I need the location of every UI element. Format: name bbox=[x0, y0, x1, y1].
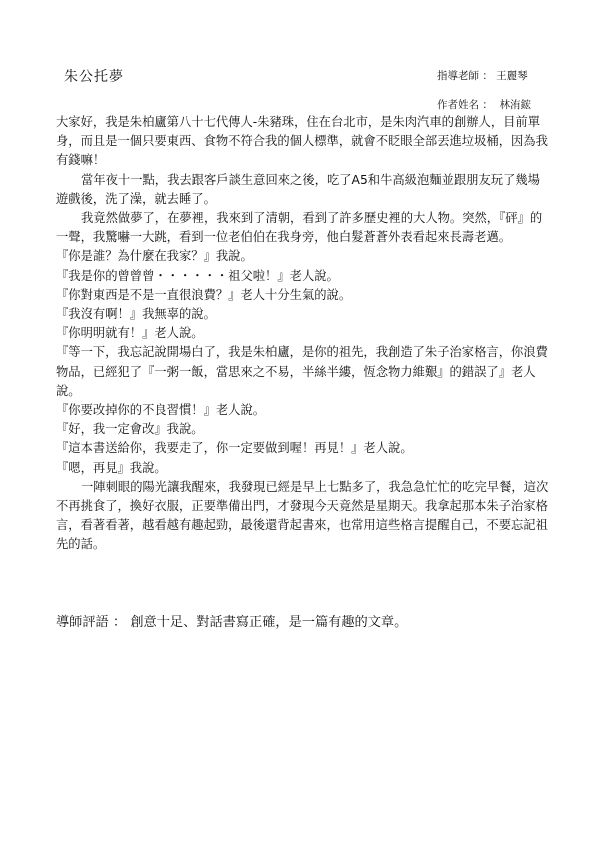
paragraph-intro: 大家好，我是朱柏廬第八十七代傳人-朱豬珠，住在台北市，是朱肉汽車的創辦人，目前單身，而且是一個只要東西、食物不符合我的個人標準，就會不眨眼全部丟進垃圾桶，因為我有錢嘛！ bbox=[56, 115, 548, 168]
dialogue-line: 『這本書送給你，我要走了，你一定要做到喔！再見！』老人說。 bbox=[56, 441, 413, 456]
teacher-comment: 導師評語 ： 創意十足、對話書寫正確，是一篇有趣的文章。 bbox=[56, 615, 408, 630]
dialogue-line: 『你是誰？為什麼在我家？』我說。 bbox=[56, 249, 253, 264]
essay-title: 朱公托夢 bbox=[64, 69, 124, 85]
essay-body bbox=[56, 113, 550, 555]
paragraph-night: 當年夜十一點，我去跟客戶談生意回來之後，吃了A5和牛高級泡麵並跟朋友玩了幾場遊戲後，洗了澡，就去睡了。 bbox=[56, 172, 540, 206]
dialogue-line: 『你明明就有！』老人說。 bbox=[56, 326, 204, 341]
author-line: 作者姓名 ： 林洧鋐 bbox=[437, 99, 532, 111]
dialogue-line: 『好，我一定會改』我說。 bbox=[56, 422, 204, 437]
advisor-line: 指導老師 ： 王麗琴 bbox=[437, 70, 528, 82]
paragraph-ending: 一陣刺眼的陽光讓我醒來，我發現已經是早上七點多了，我急急忙忙的吃完早餐，這次不再挑食了，換好衣服，正要準備出門，才發現今天竟然是星期天。我拿起那本朱子治家格言，看著看著，越看越有趣起勁，最後還背起書來，也常用這些格言提醒自己，不要忘記祖先的話。 bbox=[56, 479, 549, 552]
dialogue-line: 『你要改掉你的不良習慣！』老人說。 bbox=[56, 403, 266, 418]
dialogue-line: 『嗯，再見』我說。 bbox=[56, 460, 167, 475]
paragraph-dream: 我竟然做夢了，在夢裡，我來到了清朝，看到了許多歷史裡的大人物。突然，『砰』的一聲，我驚嚇一大跳，看到一位老伯伯在我身旁，他白髮蒼蒼外表看起來長壽老邁。 bbox=[56, 211, 543, 245]
dialogue-line: 『我是你的曾曾曾・・・・・・祖父啦！』老人說。 bbox=[56, 268, 339, 283]
dialogue-line: 『等一下，我忘記說開場白了，我是朱柏廬，是你的祖先，我創造了朱子治家格言，你浪費物品，已經犯了『一粥一飯，當思來之不易，半絲半縷，恆念物力維艱』的錯誤了』老人說。 bbox=[56, 345, 548, 398]
dialogue-line: 『你對東西是不是一直很浪費？』老人十分生氣的說。 bbox=[56, 287, 352, 302]
dialogue-line: 『我沒有啊！』我無辜的說。 bbox=[56, 307, 216, 322]
